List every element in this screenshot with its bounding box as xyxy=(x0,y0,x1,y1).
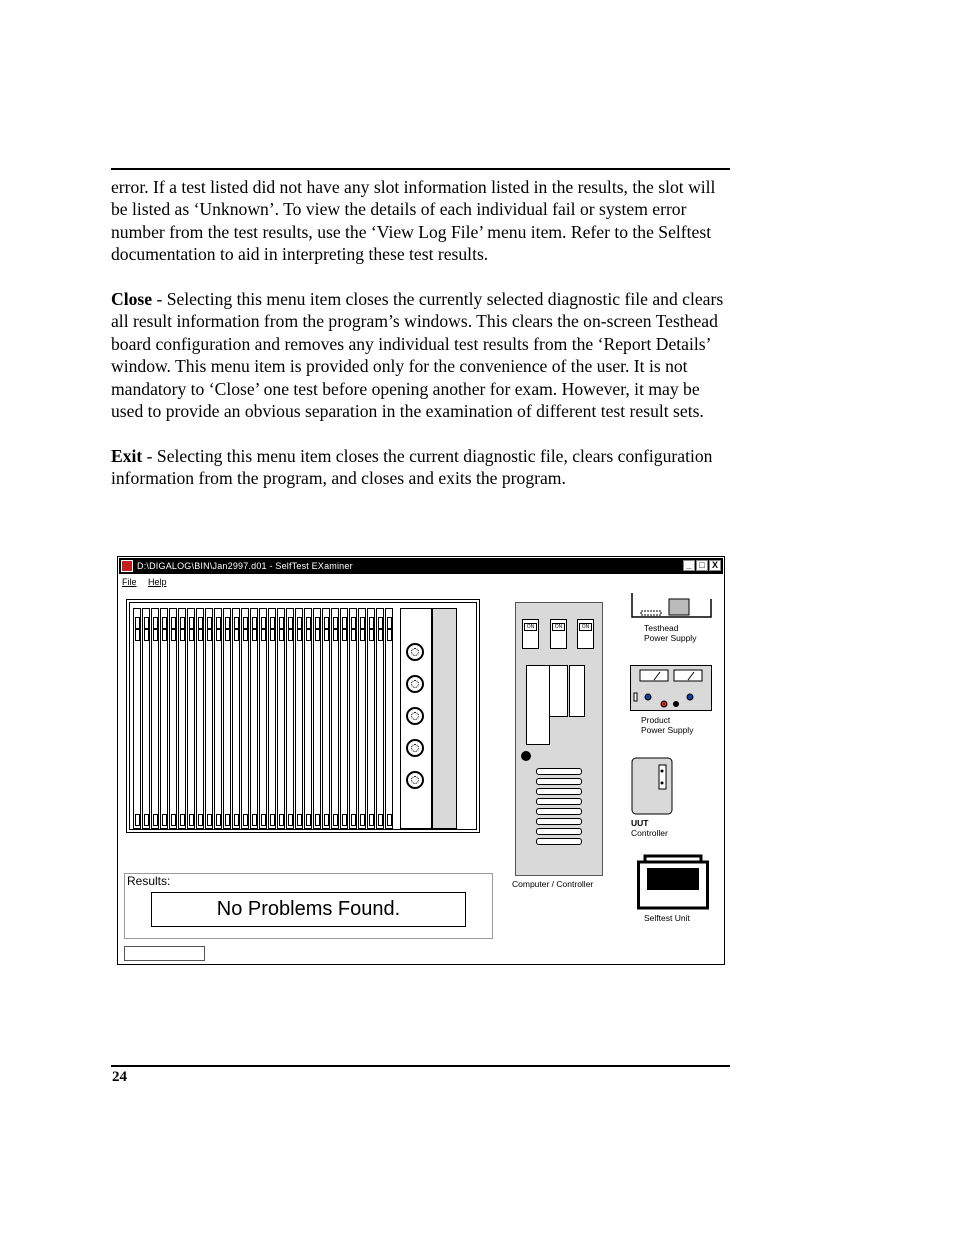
computer-caption: Computer / Controller xyxy=(512,879,594,889)
fan-icon xyxy=(406,707,424,725)
drive-bay xyxy=(549,665,568,717)
slot-latch xyxy=(234,814,239,826)
rack-slot xyxy=(169,608,177,829)
title-bar xyxy=(119,558,723,574)
power-module xyxy=(432,608,457,829)
slot-latch xyxy=(279,617,284,629)
slot-latch xyxy=(207,629,212,641)
slot-latch xyxy=(198,617,203,629)
slot-latch xyxy=(243,617,248,629)
rack-slot xyxy=(196,608,204,829)
rack-slot xyxy=(367,608,375,829)
fan-icon xyxy=(406,739,424,757)
computer-controller-icon[interactable] xyxy=(515,602,603,876)
term-exit: Exit xyxy=(111,445,143,466)
slot-latch xyxy=(135,617,140,629)
fan-icon xyxy=(406,643,424,661)
results-value: No Problems Found. xyxy=(151,892,466,927)
drive-bay xyxy=(569,665,585,717)
slot-latch xyxy=(315,814,320,826)
slot-latch xyxy=(279,629,284,641)
rack-slot xyxy=(214,608,222,829)
app-window-screenshot xyxy=(117,556,725,965)
rack-slot xyxy=(286,608,294,829)
on-switch xyxy=(550,619,567,649)
slot-latch xyxy=(207,617,212,629)
rack-slot xyxy=(160,608,168,829)
rack-slot xyxy=(304,608,312,829)
vent xyxy=(536,818,582,825)
slot-latch xyxy=(351,629,356,641)
slot-latch xyxy=(333,814,338,826)
slot-latch xyxy=(216,617,221,629)
vent xyxy=(536,778,582,785)
slot-latch xyxy=(360,617,365,629)
product-ps-caption-2: Power Supply xyxy=(641,725,694,735)
slot-latch xyxy=(387,814,392,826)
slot-latch xyxy=(297,629,302,641)
rack-slot xyxy=(268,608,276,829)
results-label: Results: xyxy=(127,874,171,888)
slot-latch xyxy=(144,617,149,629)
slot-latch xyxy=(270,629,275,641)
bottom-rule xyxy=(111,1065,730,1067)
body-text xyxy=(111,176,736,512)
product-ps-caption-1: Product xyxy=(641,715,671,725)
on-switch xyxy=(522,619,539,649)
paragraph-intro-text: error. If a test listed did not have any slot information listed in the results, the slot will be listed as ‘Unknown’. To view the details of each individual fail or system error number from the test results, use the ‘View Log File’ menu item. Refer to the Selftest documentation to aid in interpreting these test results. xyxy=(111,177,716,265)
testhead-ps-caption-2: Power Supply xyxy=(644,633,697,643)
slot-latch xyxy=(297,814,302,826)
slot-latch xyxy=(252,629,257,641)
slot-latch xyxy=(225,814,230,826)
slot-latch xyxy=(252,617,257,629)
rack-slot xyxy=(322,608,330,829)
slot-latch xyxy=(297,617,302,629)
slot-latch xyxy=(261,629,266,641)
slot-latch xyxy=(360,814,365,826)
slot-latch xyxy=(144,629,149,641)
testhead-ps-caption-1: Testhead xyxy=(644,623,679,633)
slot-latch xyxy=(261,814,266,826)
slot-latch xyxy=(351,814,356,826)
slot-latch xyxy=(180,814,185,826)
slot-latch xyxy=(306,617,311,629)
rack-slot xyxy=(178,608,186,829)
slot-latch xyxy=(342,617,347,629)
rack-slot xyxy=(187,608,195,829)
slot-latch xyxy=(216,629,221,641)
paragraph-close-text: - Selecting this menu item closes the currently selected diagnostic file and clears all result information from the program’s windows. This clears the on-screen Testhead board configuration and removes any individual test results from the ‘Report Details’ window. This menu item is provided only for the convenience of the user. It is not mandatory to ‘Close’ one test before opening another for exam. However, it may be used to provide an obvious separation in the examination of different test result sets. xyxy=(111,289,724,422)
paragraph-close xyxy=(111,288,736,422)
slot-latch xyxy=(324,814,329,826)
power-led xyxy=(521,751,531,761)
rack-slot xyxy=(376,608,384,829)
close-button[interactable]: X xyxy=(709,560,721,571)
rack-slot xyxy=(340,608,348,829)
slot-latch xyxy=(180,629,185,641)
slot-latch xyxy=(261,617,266,629)
slot-latch xyxy=(225,629,230,641)
rack-slot xyxy=(349,608,357,829)
slot-latch xyxy=(378,814,383,826)
on-switch xyxy=(577,619,594,649)
slot-latch xyxy=(270,814,275,826)
slot-latch xyxy=(135,629,140,641)
slot-latch xyxy=(270,617,275,629)
selftest-unit-icon[interactable] xyxy=(637,854,709,910)
rack-slot xyxy=(241,608,249,829)
slot-latch xyxy=(225,617,230,629)
rack-slot xyxy=(232,608,240,829)
vent xyxy=(536,788,582,795)
on-label: ON xyxy=(524,623,537,631)
slot-latch xyxy=(234,617,239,629)
slot-latch xyxy=(315,629,320,641)
vent xyxy=(536,768,582,775)
vent xyxy=(536,798,582,805)
slot-latch xyxy=(153,629,158,641)
on-label: ON xyxy=(579,623,592,631)
slot-latch xyxy=(144,814,149,826)
slot-latch xyxy=(252,814,257,826)
slot-latch xyxy=(216,814,221,826)
rack-slot xyxy=(223,608,231,829)
rack-slot xyxy=(313,608,321,829)
results-panel xyxy=(124,873,493,939)
vent xyxy=(536,808,582,815)
slot-latch xyxy=(369,617,374,629)
slot-latch xyxy=(333,617,338,629)
rack-slot xyxy=(259,608,267,829)
vent xyxy=(536,838,582,845)
slot-latch xyxy=(306,629,311,641)
product-power-supply-icon[interactable] xyxy=(630,665,712,711)
slot-latch xyxy=(153,814,158,826)
rack-slot xyxy=(385,608,393,829)
slot-latch xyxy=(243,814,248,826)
slot-latch xyxy=(162,629,167,641)
testhead-power-supply-icon[interactable] xyxy=(629,591,715,621)
rack-slot xyxy=(133,608,141,829)
slot-latch xyxy=(288,814,293,826)
slot-latch xyxy=(198,814,203,826)
menu-bar xyxy=(122,575,176,589)
selftest-caption: Selftest Unit xyxy=(644,913,690,923)
slot-latch xyxy=(324,629,329,641)
slot-latch xyxy=(243,629,248,641)
fan-icon xyxy=(406,675,424,693)
slot-latch xyxy=(207,814,212,826)
slot-latch xyxy=(171,617,176,629)
page-number: 24 xyxy=(112,1069,127,1085)
app-icon xyxy=(121,560,133,572)
slot-latch xyxy=(351,617,356,629)
menu-help[interactable]: Help xyxy=(148,577,167,587)
slot-latch xyxy=(288,629,293,641)
fan-icon xyxy=(406,771,424,789)
slot-latch xyxy=(369,629,374,641)
slot-latch xyxy=(189,629,194,641)
rack-slot xyxy=(277,608,285,829)
slot-latch xyxy=(315,617,320,629)
slot-latch xyxy=(378,629,383,641)
rack-slot xyxy=(205,608,213,829)
on-label: ON xyxy=(552,623,565,631)
slot-latch xyxy=(180,617,185,629)
top-rule xyxy=(111,168,730,170)
slot-latch xyxy=(360,629,365,641)
slot-latch xyxy=(378,617,383,629)
rack-slot xyxy=(331,608,339,829)
drive-bay xyxy=(526,665,550,745)
rack-slot xyxy=(142,608,150,829)
slot-latch xyxy=(171,814,176,826)
vent xyxy=(536,828,582,835)
slot-latch xyxy=(342,629,347,641)
testhead-rack xyxy=(126,599,480,833)
window-title: D:\DIGALOG\BIN\Jan2997.d01 - SelfTest EXaminer xyxy=(137,561,353,571)
slot-latch xyxy=(234,629,239,641)
paragraph-intro xyxy=(111,176,736,266)
slot-latch xyxy=(162,814,167,826)
slot-latch xyxy=(387,617,392,629)
term-close: Close xyxy=(111,289,153,310)
rack-slot xyxy=(295,608,303,829)
maximize-button[interactable]: □ xyxy=(696,560,708,571)
rack-frame xyxy=(129,602,477,830)
paragraph-exit xyxy=(111,445,736,490)
slot-latch xyxy=(324,617,329,629)
slot-latch xyxy=(189,617,194,629)
status-box xyxy=(124,946,205,961)
slot-latch xyxy=(387,629,392,641)
slot-latch xyxy=(279,814,284,826)
slot-latch xyxy=(189,814,194,826)
slot-latch xyxy=(135,814,140,826)
slot-latch xyxy=(171,629,176,641)
slot-latch xyxy=(333,629,338,641)
slot-latch xyxy=(162,617,167,629)
slot-latch xyxy=(342,814,347,826)
uut-controller-icon[interactable] xyxy=(631,757,673,815)
paragraph-exit-text: - Selecting this menu item closes the current diagnostic file, clears configuration information from the program, and closes and exits the program. xyxy=(111,445,713,489)
uut-caption-2: Controller xyxy=(631,828,668,838)
slot-latch xyxy=(288,617,293,629)
slot-latch xyxy=(198,629,203,641)
menu-file[interactable]: File xyxy=(122,577,137,587)
rack-slot xyxy=(151,608,159,829)
rack-slot xyxy=(250,608,258,829)
minimize-button[interactable]: _ xyxy=(683,560,695,571)
slot-latch xyxy=(369,814,374,826)
slot-latch xyxy=(306,814,311,826)
rack-slot xyxy=(358,608,366,829)
uut-caption-1: UUT xyxy=(631,818,649,828)
slot-latch xyxy=(153,617,158,629)
